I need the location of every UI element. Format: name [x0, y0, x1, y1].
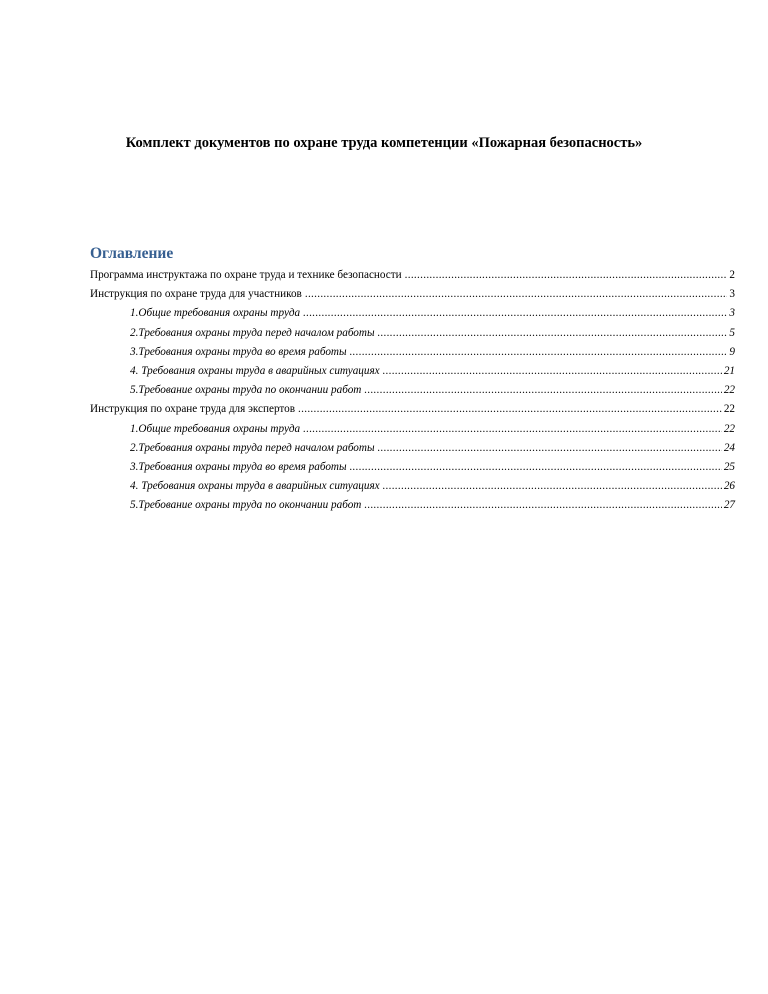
toc-dot-leader	[405, 267, 728, 283]
toc-entry-label: 4. Требования охраны труда в аварийных ситуациях	[130, 480, 380, 493]
toc-entry-page-number: 25	[723, 461, 735, 473]
toc-entry-label: 4. Требования охраны труда в аварийных ситуациях	[130, 365, 380, 377]
toc-dot-leader	[383, 363, 722, 379]
toc-entry[interactable]	[130, 478, 735, 494]
toc-dot-leader	[303, 305, 727, 321]
toc-entry-page-number: 22	[723, 403, 735, 416]
toc-dot-leader	[350, 344, 728, 360]
document-title: Комплект документов по охране труда компетенции «Пожарная безопасность»	[125, 135, 643, 151]
toc-entry[interactable]	[130, 421, 735, 437]
toc-entry-label: 3.Требования охраны труда во время работы	[130, 461, 347, 473]
toc-entry-label: Инструкция по охране труда для экспертов	[90, 403, 296, 416]
toc-entry-page-number: 3	[729, 307, 735, 320]
toc-dot-leader	[378, 440, 722, 456]
toc-entry[interactable]	[130, 382, 735, 398]
toc-entry-page-number: 21	[723, 365, 735, 377]
toc-dot-leader	[378, 325, 728, 341]
toc-heading: Оглавление	[90, 245, 174, 262]
toc-entry[interactable]	[130, 363, 735, 379]
toc-entry-label: 5.Требование охраны труда по окончании работ	[130, 499, 362, 512]
toc-entry[interactable]	[130, 497, 735, 513]
toc-entry-page-number: 22	[723, 422, 735, 435]
toc-entry-label: 2.Требования охраны труда перед началом работы	[130, 326, 375, 339]
toc-dot-leader	[305, 286, 728, 302]
toc-entry-label: 1.Общие требования охраны труда	[130, 422, 301, 435]
toc-entry-label: 1.Общие требования охраны труда	[130, 307, 301, 320]
toc-dot-leader	[350, 459, 722, 475]
toc-entry-page-number: 26	[723, 480, 735, 493]
toc-entry-page-number: 22	[723, 384, 735, 397]
toc-entry-page-number: 5	[729, 326, 735, 339]
toc-entry-label: 3.Требования охраны труда во время работы	[130, 345, 347, 358]
toc-entry[interactable]	[90, 401, 735, 417]
toc-entry[interactable]	[130, 344, 735, 360]
toc-entry[interactable]	[130, 459, 735, 475]
toc-dot-leader	[298, 401, 722, 417]
toc-dot-leader	[364, 382, 721, 398]
toc-dot-leader	[383, 478, 722, 494]
toc-entry[interactable]	[130, 305, 735, 321]
toc-entry[interactable]	[90, 286, 735, 302]
toc-entry-page-number: 2	[729, 269, 735, 281]
toc-entry-label: Программа инструктажа по охране труда и технике безопасности	[90, 269, 402, 281]
toc-entry-page-number: 24	[723, 441, 735, 454]
toc-entry-page-number: 27	[723, 499, 735, 512]
toc-entry-page-number: 9	[729, 345, 735, 358]
toc-entry-label: Инструкция по охране труда для участников	[90, 288, 302, 301]
toc-entry-label: 2.Требования охраны труда перед началом работы	[130, 441, 375, 454]
toc-entry[interactable]	[130, 325, 735, 341]
toc-dot-leader	[303, 421, 722, 437]
toc-entry[interactable]	[90, 267, 735, 283]
toc-entry[interactable]	[130, 440, 735, 456]
toc-entry-label: 5.Требование охраны труда по окончании работ	[130, 384, 362, 397]
toc-entry-page-number: 3	[729, 288, 735, 301]
toc-dot-leader	[364, 497, 721, 513]
